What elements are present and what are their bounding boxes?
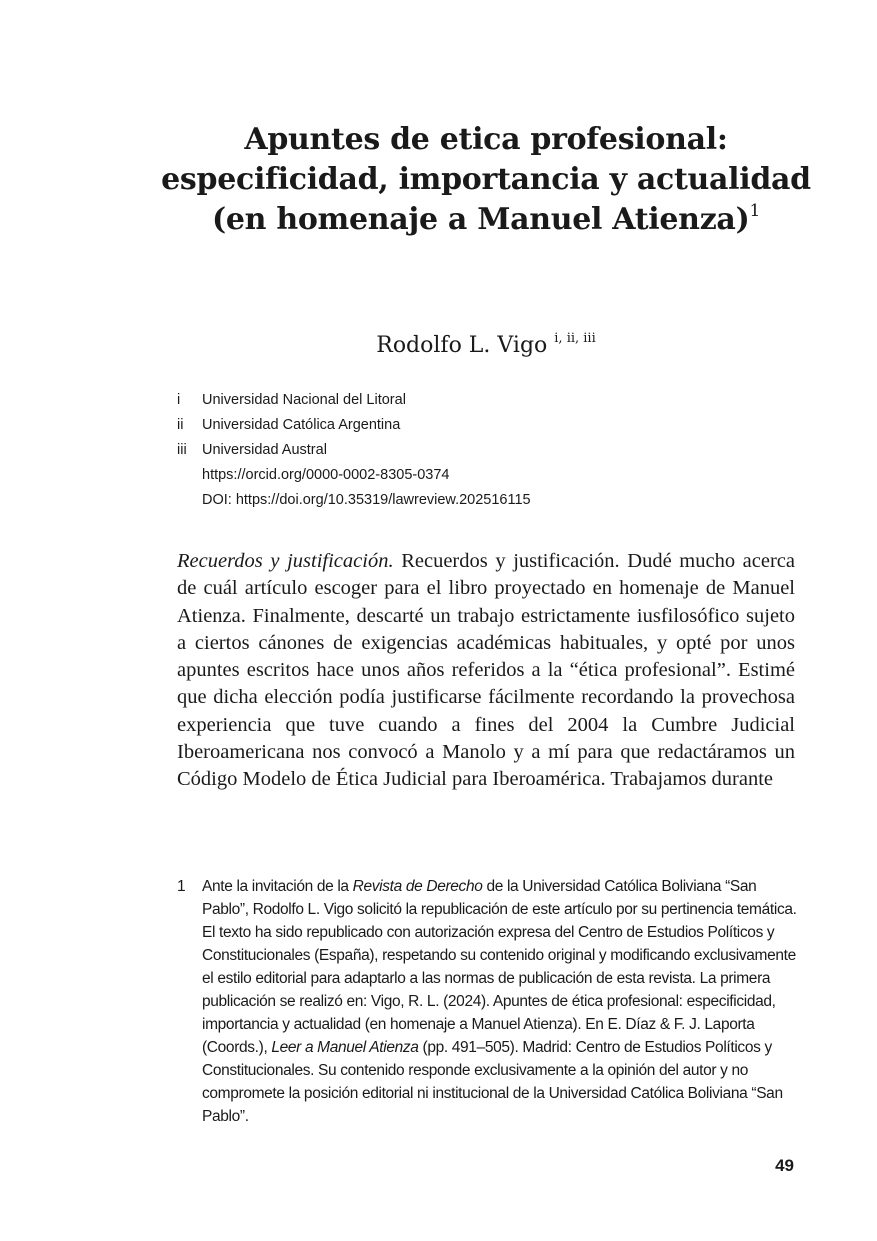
footnote-text-part: (pp. 491–505). Madrid: Centro de Estudios Políticos y Constitucionales. Su contenido responde exclusivamente a la opinión del autor y no compromete la posición editorial ni institucional de la Universidad Católica Boliviana “San Pablo”. bbox=[202, 1039, 783, 1125]
footnote-text-part: de la Universidad Católica Boliviana “San Pablo”, Rodolfo L. Vigo solicitó la republicación de este artículo por su pertinencia temática. El texto ha sido republicado con autorización expresa del Centro de Estudios Políticos y Constitucionales (España), respetando su contenido original y modificando exclusivamente el estilo editorial para adaptarlo a las normas de publicación de esta revista. La primera publicación se realizó en: Vigo, R. L. (2024). Apuntes de ética profesional: especificidad, importancia y actualidad (en homenaje a Manuel Atienza). En E. Díaz & F. J. Laporta (Coords.), bbox=[202, 878, 797, 1056]
affiliation-marker: i bbox=[177, 392, 181, 408]
article-title-text: Apuntes de etica profesional: especificidad, importancia y actualidad (en homenaje a Manuel Atienza) bbox=[161, 122, 811, 237]
doi-link[interactable]: DOI: https://doi.org/10.35319/lawreview.202516115 bbox=[202, 492, 531, 508]
affiliations-list bbox=[177, 388, 797, 513]
title-footnote-marker[interactable]: 1 bbox=[749, 201, 760, 221]
footnote-text bbox=[202, 875, 797, 1128]
author-affiliation-marks: i, ii, iii bbox=[554, 331, 596, 346]
affiliation-marker: iii bbox=[177, 442, 187, 458]
orcid-link[interactable]: https://orcid.org/0000-0002-8305-0374 bbox=[202, 467, 450, 483]
article-title bbox=[150, 120, 822, 240]
page-number: 49 bbox=[775, 1156, 794, 1175]
body-paragraph-text: Recuerdos y justificación. Dudé mucho acerca de cuál artículo escoger para el libro proyectado en homenaje de Manuel Atienza. Finalmente, descarté un trabajo estrictamente iusfilosófico sujeto a ciertos cánones de exigencias académicas habituales, y opté por unos apuntes escritos hace unos años referidos a la “ética profesional”. Estimé que dicha elección podía justificarse fácilmente recordando la provechosa experiencia que tuve cuando a fines del 2004 la Cumbre Judicial Iberoamericana nos convocó a Manolo y a mí para que redactáramos un Código Modelo de Ética Judicial para Iberoamérica. Trabajamos durante bbox=[177, 550, 796, 791]
footnote bbox=[177, 875, 797, 1128]
footnote-number: 1 bbox=[177, 878, 186, 895]
author-name: Rodolfo L. Vigo bbox=[376, 333, 548, 358]
affiliation-item bbox=[177, 413, 797, 438]
body-paragraph bbox=[177, 548, 795, 794]
affiliation-name: Universidad Austral bbox=[202, 442, 327, 458]
affiliation-name: Universidad Nacional del Litoral bbox=[202, 392, 406, 408]
author-line bbox=[150, 330, 822, 362]
footnote-book-title: Leer a Manuel Atienza bbox=[271, 1039, 419, 1056]
footnote-journal-title: Revista de Derecho bbox=[352, 878, 483, 895]
affiliation-name: Universidad Católica Argentina bbox=[202, 417, 401, 433]
affiliation-marker: ii bbox=[177, 417, 184, 433]
footnote-text-part: Ante la invitación de la bbox=[202, 878, 353, 895]
section-lead: Recuerdos y justificación. bbox=[177, 550, 394, 572]
affiliation-item bbox=[177, 388, 797, 413]
affiliation-item bbox=[177, 438, 797, 463]
